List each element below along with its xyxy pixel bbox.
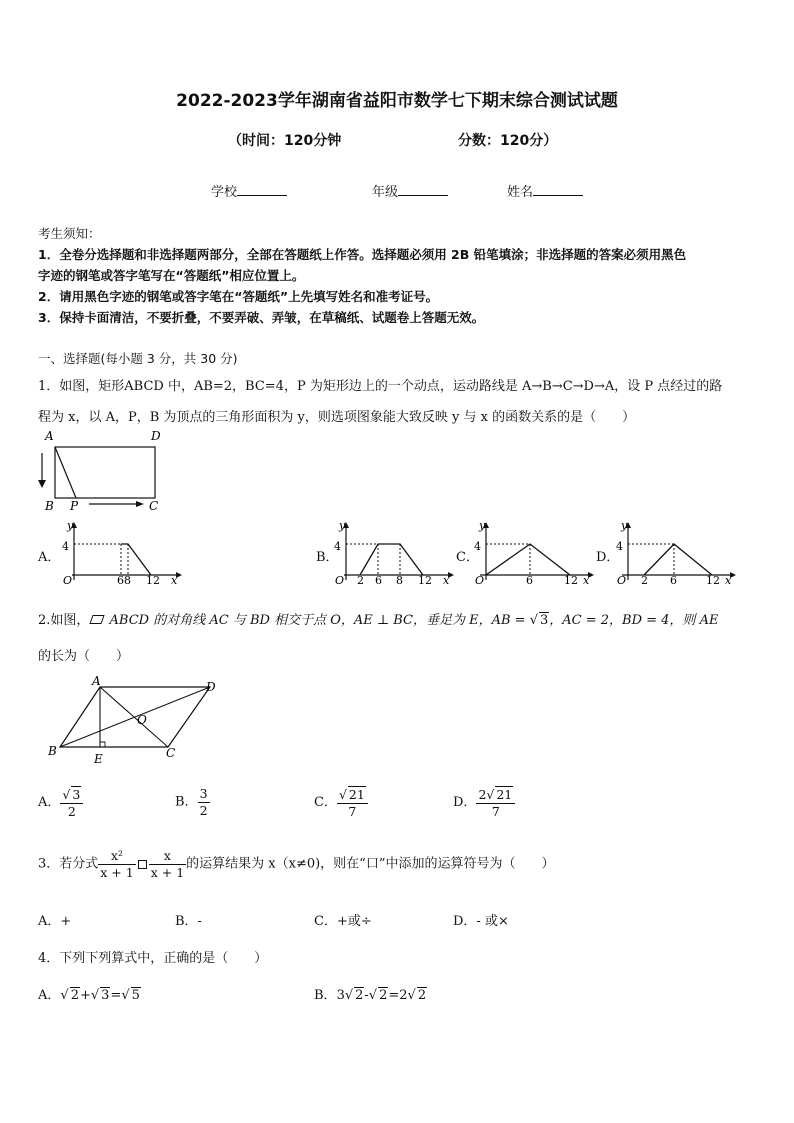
grade-field xyxy=(372,181,448,200)
parallelogram-icon xyxy=(90,615,105,624)
school-label: 学校 xyxy=(211,185,238,200)
q1-option-c-label[interactable]: C． xyxy=(456,550,479,565)
svg-text:2: 2 xyxy=(357,574,364,586)
q2-option-d[interactable]: D． $\frac{2√ 21}{7}$ xyxy=(453,786,515,819)
q2-stem-line1: 2.如图， ABCD 的对角线 AC 与 BD 相交于点 O，AE ⊥ BC，垂足为 E，AB = √ 3，AC = 2，BD = 4，则 AE xyxy=(38,613,719,628)
svg-text:4: 4 xyxy=(62,540,69,553)
segment-ap xyxy=(55,447,76,498)
svg-text:4: 4 xyxy=(616,540,623,553)
label-c: C xyxy=(149,499,159,513)
svg-text:x: x xyxy=(583,574,590,586)
q1-stem-line2: 程为 x，以 A，P，B 为顶点的三角形面积为 y，则选项图象能大致反映 y 与 x 的函数关系的是（ ） xyxy=(38,410,636,425)
q2-option-b[interactable]: B． $\frac{3}{2}$ xyxy=(175,786,208,818)
label-b: B xyxy=(48,744,57,758)
blank-box-icon xyxy=(138,860,147,869)
svg-text:6: 6 xyxy=(526,574,533,586)
svg-text:4: 4 xyxy=(334,540,341,553)
q1-option-a-graph[interactable] xyxy=(58,520,183,586)
notice-item-1-cont: 字迹的钢笔或答字笔写在“答题纸”相应位置上。 xyxy=(38,268,305,283)
q4-option-a[interactable]: A．√ 2+√ 3=√ 5 xyxy=(38,988,140,1003)
svg-text:6: 6 xyxy=(375,574,382,586)
svg-text:O: O xyxy=(475,574,485,586)
rectangle-abcd xyxy=(55,447,155,498)
label-d: D xyxy=(206,680,216,694)
school-blank[interactable] xyxy=(237,183,287,196)
q1-stem-line1: 1．如图，矩形ABCD 中，AB=2，BC=4，P 为矩形边上的一个动点，运动路线是 A→B→C→D→A，设 P 点经过的路 xyxy=(38,379,723,394)
grade-label: 年级 xyxy=(372,185,399,200)
label-a: A xyxy=(92,674,101,688)
label-e: E xyxy=(94,752,103,766)
q2-text-b: ABCD 的对角线 AC 与 BD 相交于点 O，AE ⊥ BC，垂足为 E，AB = xyxy=(105,613,530,628)
svg-text:12: 12 xyxy=(706,574,720,586)
exam-score: 分数：120分） xyxy=(458,133,558,149)
svg-text:x: x xyxy=(171,574,178,586)
q2-option-c[interactable]: C． $\frac{√ 21}{7}$ xyxy=(314,786,368,819)
q4-stem: 4．下列下列算式中，正确的是（ ） xyxy=(38,951,268,966)
label-b: B xyxy=(45,499,54,513)
school-field xyxy=(211,181,287,200)
svg-text:12: 12 xyxy=(564,574,578,586)
q1-option-a-label[interactable]: A． xyxy=(38,550,61,565)
q1-rectangle-figure xyxy=(34,426,174,516)
label-p: P xyxy=(70,499,79,513)
q2-text-a: 2.如图， xyxy=(38,613,90,628)
label-a: A xyxy=(45,429,54,443)
right-angle-icon xyxy=(100,742,105,747)
svg-text:6: 6 xyxy=(117,574,124,586)
svg-text:O: O xyxy=(617,574,627,586)
notice-item-1: 1．全卷分选择题和非选择题两部分，全部在答题纸上作答。选择题必须用 2B 铅笔填涂；非选择题的答案必须用黑色 xyxy=(38,247,687,262)
q3-fraction-2: $\frac{x}{x + 1}$ xyxy=(150,848,185,880)
q3-option-a[interactable]: A．+ xyxy=(38,914,72,929)
q1-option-b-label[interactable]: B． xyxy=(316,550,339,565)
exam-time: （时间：120分钟 xyxy=(228,133,342,149)
label-c: C xyxy=(166,746,176,760)
notice-heading: 考生须知： xyxy=(38,226,101,241)
name-field xyxy=(507,181,583,200)
q1-option-d-graph[interactable] xyxy=(612,520,737,586)
q3-stem: 3．若分式 $\frac{\text{x²}}{x + 1}$ $\frac{x}{x + 1}$ 的运算结果为 x（x≠0)，则在“口”中添加的运算符号为（ ） xyxy=(38,848,555,880)
svg-text:x: x xyxy=(725,574,732,586)
q1-option-c-graph[interactable] xyxy=(470,520,595,586)
svg-text:O: O xyxy=(335,574,345,586)
svg-text:4: 4 xyxy=(474,540,481,553)
section-heading: 一、选择题(每小题 3 分，共 30 分) xyxy=(38,351,238,366)
arrow-right-head-icon xyxy=(136,501,144,507)
q1-option-b-graph[interactable] xyxy=(330,520,455,586)
label-d: D xyxy=(151,429,161,443)
diagonal-bd xyxy=(60,687,210,747)
notice-item-3: 3．保持卡面清洁，不要折叠，不要弄破、弄皱，在草稿纸、试题卷上答题无效。 xyxy=(38,310,485,325)
page-title: 2022-2023学年湖南省益阳市数学七下期末综合测试试题 xyxy=(176,91,618,111)
svg-text:y: y xyxy=(339,520,346,532)
notice-item-2: 2．请用黑色字迹的钢笔或答字笔在“答题纸”上先填写姓名和准考证号。 xyxy=(38,289,439,304)
grade-blank[interactable] xyxy=(398,183,448,196)
q3-option-d[interactable]: D．- 或× xyxy=(453,914,509,929)
q3-option-b[interactable]: B．- xyxy=(175,914,202,929)
svg-text:y: y xyxy=(479,520,486,532)
svg-text:x: x xyxy=(443,574,450,586)
q2-sqrt3: 3 xyxy=(539,613,549,628)
svg-text:12: 12 xyxy=(146,574,160,586)
svg-text:8: 8 xyxy=(124,574,131,586)
q3-option-c[interactable]: C．+或÷ xyxy=(314,914,372,929)
svg-text:6: 6 xyxy=(670,574,677,586)
svg-text:12: 12 xyxy=(418,574,432,586)
q1-option-d-label[interactable]: D． xyxy=(596,550,620,565)
q2-text-c: ，AC = 2，BD = 4，则 AE xyxy=(549,613,719,628)
label-o: O xyxy=(137,713,147,727)
q2-option-a[interactable]: A． $\frac{√ 3}{2}$ xyxy=(38,786,83,819)
q3-fraction-1: $\frac{\text{x²}}{x + 1}$ xyxy=(100,848,134,880)
svg-text:y: y xyxy=(67,520,74,532)
svg-text:y: y xyxy=(621,520,628,532)
q2-parallelogram-figure xyxy=(40,672,230,767)
q2-stem-line2: 的长为（ ） xyxy=(38,649,130,664)
q4-option-b[interactable]: B．3√ 2-√ 2=2√ 2 xyxy=(314,988,427,1003)
name-blank[interactable] xyxy=(533,183,583,196)
arrow-down-head-icon xyxy=(38,480,46,488)
name-label: 姓名 xyxy=(507,185,534,200)
svg-text:8: 8 xyxy=(396,574,403,586)
svg-text:2: 2 xyxy=(641,574,648,586)
svg-text:O: O xyxy=(63,574,73,586)
